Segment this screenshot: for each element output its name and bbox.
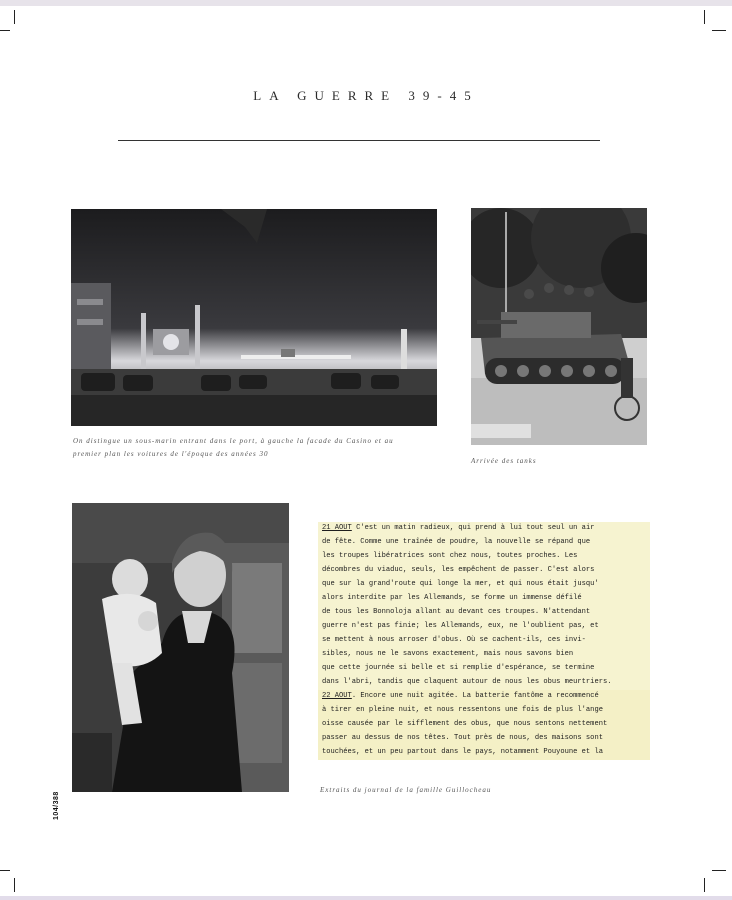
port-caption-line-1: On distingue un sous-marin entrant dans le port, à gauche la facade du Casino et au: [73, 437, 394, 445]
journal-line: [318, 690, 650, 704]
journal-line-text: passer au dessus de nos têtes. Tout près de nous, des maisons sont: [322, 734, 603, 742]
crop-mark: [0, 30, 10, 31]
journal-line-text: touchées, et un peu partout dans le pays, notamment Pouyoune et la: [322, 748, 603, 756]
page-title: LA GUERRE 39-45: [253, 88, 479, 103]
crop-mark: [14, 10, 15, 24]
journal-line-text: . Encore une nuit agitée. La batterie fantôme a recommencé: [351, 692, 599, 700]
journal-line-text: se mettent à nous arroser d'obus. Où se cachent-ils, ces invi-: [322, 636, 586, 644]
journal-line-text: dans l'abri, tandis que claquent autour de nous les obus meurtriers.: [322, 678, 612, 686]
journal-caption: Extraits du journal de la famille Guillocheau: [320, 786, 492, 794]
port-caption-line-2: premier plan les voitures de l'époque des années 30: [73, 450, 269, 458]
crop-mark: [712, 870, 726, 871]
journal-line: [318, 746, 650, 760]
journal-excerpt: [318, 522, 650, 760]
journal-line: [318, 662, 650, 676]
port-caption: [73, 435, 443, 461]
journal-line: [318, 606, 650, 620]
journal-line-text: sibles, nous ne le savons exactement, mais nous savons bien: [322, 650, 574, 658]
mother-child-photo: [72, 503, 289, 792]
crop-mark: [704, 878, 705, 892]
crop-mark: [14, 878, 15, 892]
journal-line: [318, 550, 650, 564]
journal-line: [318, 522, 650, 536]
page-folio: 104/388: [53, 791, 60, 820]
journal-line: [318, 732, 650, 746]
journal-line-text: guerre n'est pas finie; les Allemands, eux, ne l'oublient pas, et: [322, 622, 599, 630]
journal-line-text: que sur la grand'route qui longe la mer, et qui nous était jusqu': [322, 580, 599, 588]
journal-date: 21 AOUT: [322, 524, 352, 532]
journal-line-text: de tous les Bonnoloja allant au devant ces troupes. N'attendant: [322, 608, 591, 616]
journal-line: [318, 592, 650, 606]
journal-line: [318, 704, 650, 718]
journal-line-text: alors interdite par les Allemands, se forme un immense défilé: [322, 594, 582, 602]
journal-line: [318, 536, 650, 550]
journal-line: [318, 718, 650, 732]
title-rule: [118, 140, 600, 141]
port-photo: [71, 209, 437, 426]
top-strip: [0, 0, 732, 6]
journal-line: [318, 676, 650, 690]
crop-mark: [704, 10, 705, 24]
journal-line-text: les troupes libératrices sont chez nous, toutes proches. Les: [322, 552, 578, 560]
journal-line-text: C'est un matin radieux, qui prend à lui tout seul un air: [351, 524, 595, 532]
journal-date: 22 AOUT: [322, 692, 352, 700]
journal-line-text: que cette journée si belle et si remplie d'espérance, se termine: [322, 664, 595, 672]
journal-line-text: à tirer en pleine nuit, et nous ressentons une fois de plus l'ange: [322, 706, 603, 714]
journal-line: [318, 648, 650, 662]
journal-line-text: oisse causée par le sifflement des obus, que nous sentons nettement: [322, 720, 608, 728]
crop-mark: [712, 30, 726, 31]
tanks-photo: [471, 208, 647, 445]
crop-mark: [0, 870, 10, 871]
journal-line-text: de fête. Comme une traînée de poudre, la nouvelle se répand que: [322, 538, 591, 546]
tanks-caption: Arrivée des tanks: [471, 457, 537, 465]
journal-line: [318, 564, 650, 578]
journal-line: [318, 578, 650, 592]
journal-line-text: décombres du viaduc, seuls, les empêchent de passer. C'est alors: [322, 566, 595, 574]
bottom-strip: [0, 896, 732, 900]
journal-line: [318, 634, 650, 648]
journal-line: [318, 620, 650, 634]
